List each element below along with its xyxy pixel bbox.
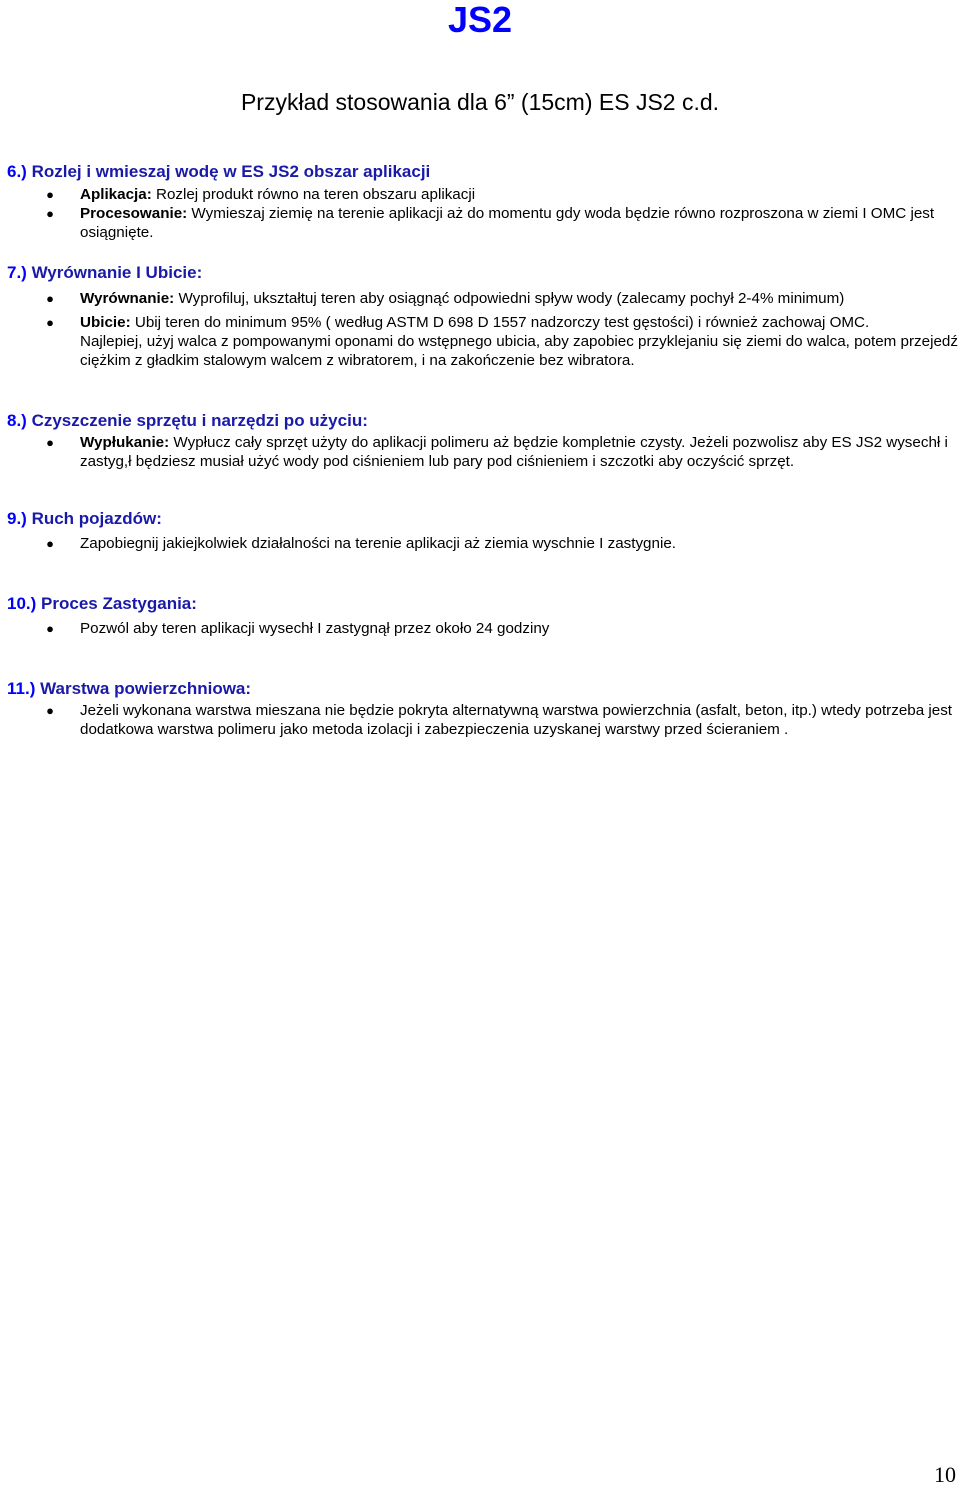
item-label: Ubicie:: [80, 314, 131, 331]
item-text: Zapobiegnij jakiejkolwiek działalności na terenie aplikacji aż ziemia wyschnie I zastygnie.: [80, 535, 676, 552]
section-7: [7, 263, 960, 370]
list-item: [7, 204, 960, 242]
item-text: Wyprofiluj, ukształtuj teren aby osiągnąć odpowiedni spływ wody (zalecamy pochył 2-4% minimum): [174, 290, 845, 307]
item-label: Procesowanie:: [80, 205, 188, 222]
page-number: 10: [934, 1462, 956, 1487]
section-number: 11.): [7, 679, 36, 698]
section-10: [7, 594, 960, 638]
section-title: Ruch pojazdów:: [26, 509, 162, 528]
bullet-dot-icon: ●: [46, 703, 54, 718]
document-subtitle: Przykład stosowania dla 6” (15cm) ES JS2 c.d.: [240, 89, 720, 115]
document-body: [7, 162, 960, 739]
item-text: Pozwól aby teren aplikacji wysechł I zastygnął przez około 24 godziny: [80, 620, 550, 637]
list-item: [7, 701, 960, 739]
section-title: Rozlej i wmieszaj wodę w ES JS2 obszar aplikacji: [26, 162, 431, 181]
section-heading: [7, 263, 960, 283]
section-heading: [7, 162, 960, 182]
section-heading: [7, 411, 960, 431]
section-8: [7, 411, 960, 471]
section-title: Wyrównanie I Ubicie:: [26, 263, 203, 282]
section-heading: [7, 509, 960, 529]
list-item: [7, 534, 960, 553]
bullet-dot-icon: ●: [46, 435, 54, 450]
list-item: [7, 289, 960, 308]
bullet-dot-icon: ●: [46, 187, 54, 202]
bullet-list: [7, 701, 960, 739]
section-number: 6.): [7, 162, 27, 181]
list-item: [7, 619, 960, 638]
paragraph-text: Najlepiej, użyj walca z pompowanymi oponami do wstępnego ubicia, aby zapobiec przyklejaniu się ziemi do walca, potem przejedź ciężkim z gładkim stalowym walcem z wibratorem, i na zakończenie bez wibratora.: [80, 333, 958, 369]
bullet-dot-icon: ●: [46, 206, 54, 221]
list-item: [7, 433, 960, 471]
section-6: [7, 162, 960, 242]
section-title: Warstwa powierzchniowa:: [35, 679, 252, 698]
item-label: Wyrównanie:: [80, 290, 175, 307]
document-title: JS2: [447, 0, 513, 40]
bullet-list: [7, 619, 960, 638]
item-text: Jeżeli wykonana warstwa mieszana nie będzie pokryta alternatywną warstwa powierzchnia (asfalt, beton, itp.) wtedy potrzeba jest dodatkowa warstwa polimeru jako metoda izolacji i zabezpieczenia uzyskanej warstwy przed ścieraniem .: [80, 702, 953, 738]
bullet-dot-icon: ●: [46, 315, 54, 330]
item-text: Wypłucz cały sprzęt użyty do aplikacji polimeru aż będzie kompletnie czysty. Jeżeli pozwolisz aby ES JS2 wysechł i zastyg,ł będziesz musiał użyć wody pod ciśnieniem lub pary pod ciśnieniem i szczotki aby oczyścić sprzęt.: [80, 434, 948, 470]
section-heading: [7, 679, 960, 699]
list-item: [7, 313, 960, 332]
bullet-list: [7, 534, 960, 553]
bullet-list: [7, 289, 960, 332]
item-text: Ubij teren do minimum 95% ( według ASTM D 698 D 1557 nadzorczy test gęstości) i również zachowaj OMC.: [130, 314, 870, 331]
section-11: [7, 679, 960, 739]
bullet-dot-icon: ●: [46, 536, 54, 551]
section-number: 9.): [7, 509, 27, 528]
section-title: Proces Zastygania:: [36, 594, 197, 613]
item-text: Rozlej produkt równo na teren obszaru aplikacji: [151, 186, 476, 203]
section-heading: [7, 594, 960, 614]
section-9: [7, 509, 960, 553]
item-text: Wymieszaj ziemię na terenie aplikacji aż do momentu gdy woda będzie równo rozproszona w ziemi I OMC jest osiągnięte.: [80, 205, 935, 241]
item-label: Aplikacja:: [80, 186, 152, 203]
bullet-dot-icon: ●: [46, 291, 54, 306]
list-item: [7, 185, 960, 204]
section-number: 10.): [7, 594, 37, 613]
section-title: Czyszczenie sprzętu i narzędzi po użyciu:: [26, 411, 368, 430]
bullet-list: [7, 433, 960, 471]
bullet-dot-icon: ●: [46, 621, 54, 636]
item-label: Wypłukanie:: [80, 434, 170, 451]
bullet-list: [7, 185, 960, 242]
section-number: 8.): [7, 411, 27, 430]
section-number: 7.): [7, 263, 27, 282]
